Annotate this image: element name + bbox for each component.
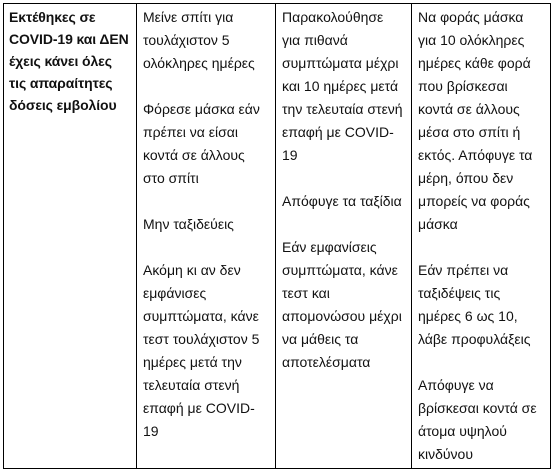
avoid-high-risk-instruction: Απόφυγε να βρίσκεσαι κοντά σε άτομα υψηλού κινδύνου bbox=[418, 377, 537, 462]
wear-mask-10-days-instruction: Να φοράς μάσκα για 10 ολόκληρες ημέρες κάθε φορά που βρίσκεσαι κοντά σε άλλους μέσα στο σπίτι ή εκτός. Απόφυγε τα μέρη, όπου δεν μπορείς να φοράς μάσκα bbox=[418, 9, 533, 232]
test-after-5-days-instruction: Ακόμη κι αν δεν εμφάνισες συμπτώματα, κάνε τεστ τουλάχιστον 5 ημέρες μετά την τελευταία στενή επαφή με COVID-19 bbox=[143, 262, 260, 439]
stay-home-column bbox=[137, 4, 276, 469]
exposure-header-cell bbox=[4, 4, 137, 469]
avoid-travel-instruction: Απόφυγε τα ταξίδια bbox=[282, 193, 402, 209]
table-row bbox=[4, 4, 551, 469]
test-and-isolate-instruction: Εάν εμφανίσεις συμπτώματα, κάνε τεστ και απομονώσου μέχρι να μάθεις τα αποτελέσματα bbox=[282, 239, 402, 370]
mask-precautions-column bbox=[412, 4, 551, 469]
mask-at-home-instruction: Φόρεσε μάσκα εάν πρέπει να είσαι κοντά σε άλλους στο σπίτι bbox=[143, 101, 260, 186]
covid-guidance-table bbox=[3, 3, 551, 469]
exposure-header-text: Εκτέθηκες σε COVID-19 και ΔΕΝ έχεις κάνει όλες τις απαραίτητες δόσεις εμβολίου bbox=[9, 9, 129, 113]
monitor-symptoms-instruction: Παρακολούθησε για πιθανά συμπτώματα μέχρι και 10 ημέρες μετά την τελευταία στενή επαφή με COVID-19 bbox=[282, 9, 403, 163]
travel-precautions-instruction: Εάν πρέπει να ταξιδέψεις τις ημέρες 6 ως 10, λάβε προφυλάξεις bbox=[418, 262, 531, 347]
no-travel-instruction: Μην ταξιδεύεις bbox=[143, 216, 234, 232]
stay-home-instruction: Μείνε σπίτι για τουλάχιστον 5 ολόκληρες ημέρες bbox=[143, 9, 255, 71]
monitor-symptoms-column bbox=[276, 4, 412, 469]
